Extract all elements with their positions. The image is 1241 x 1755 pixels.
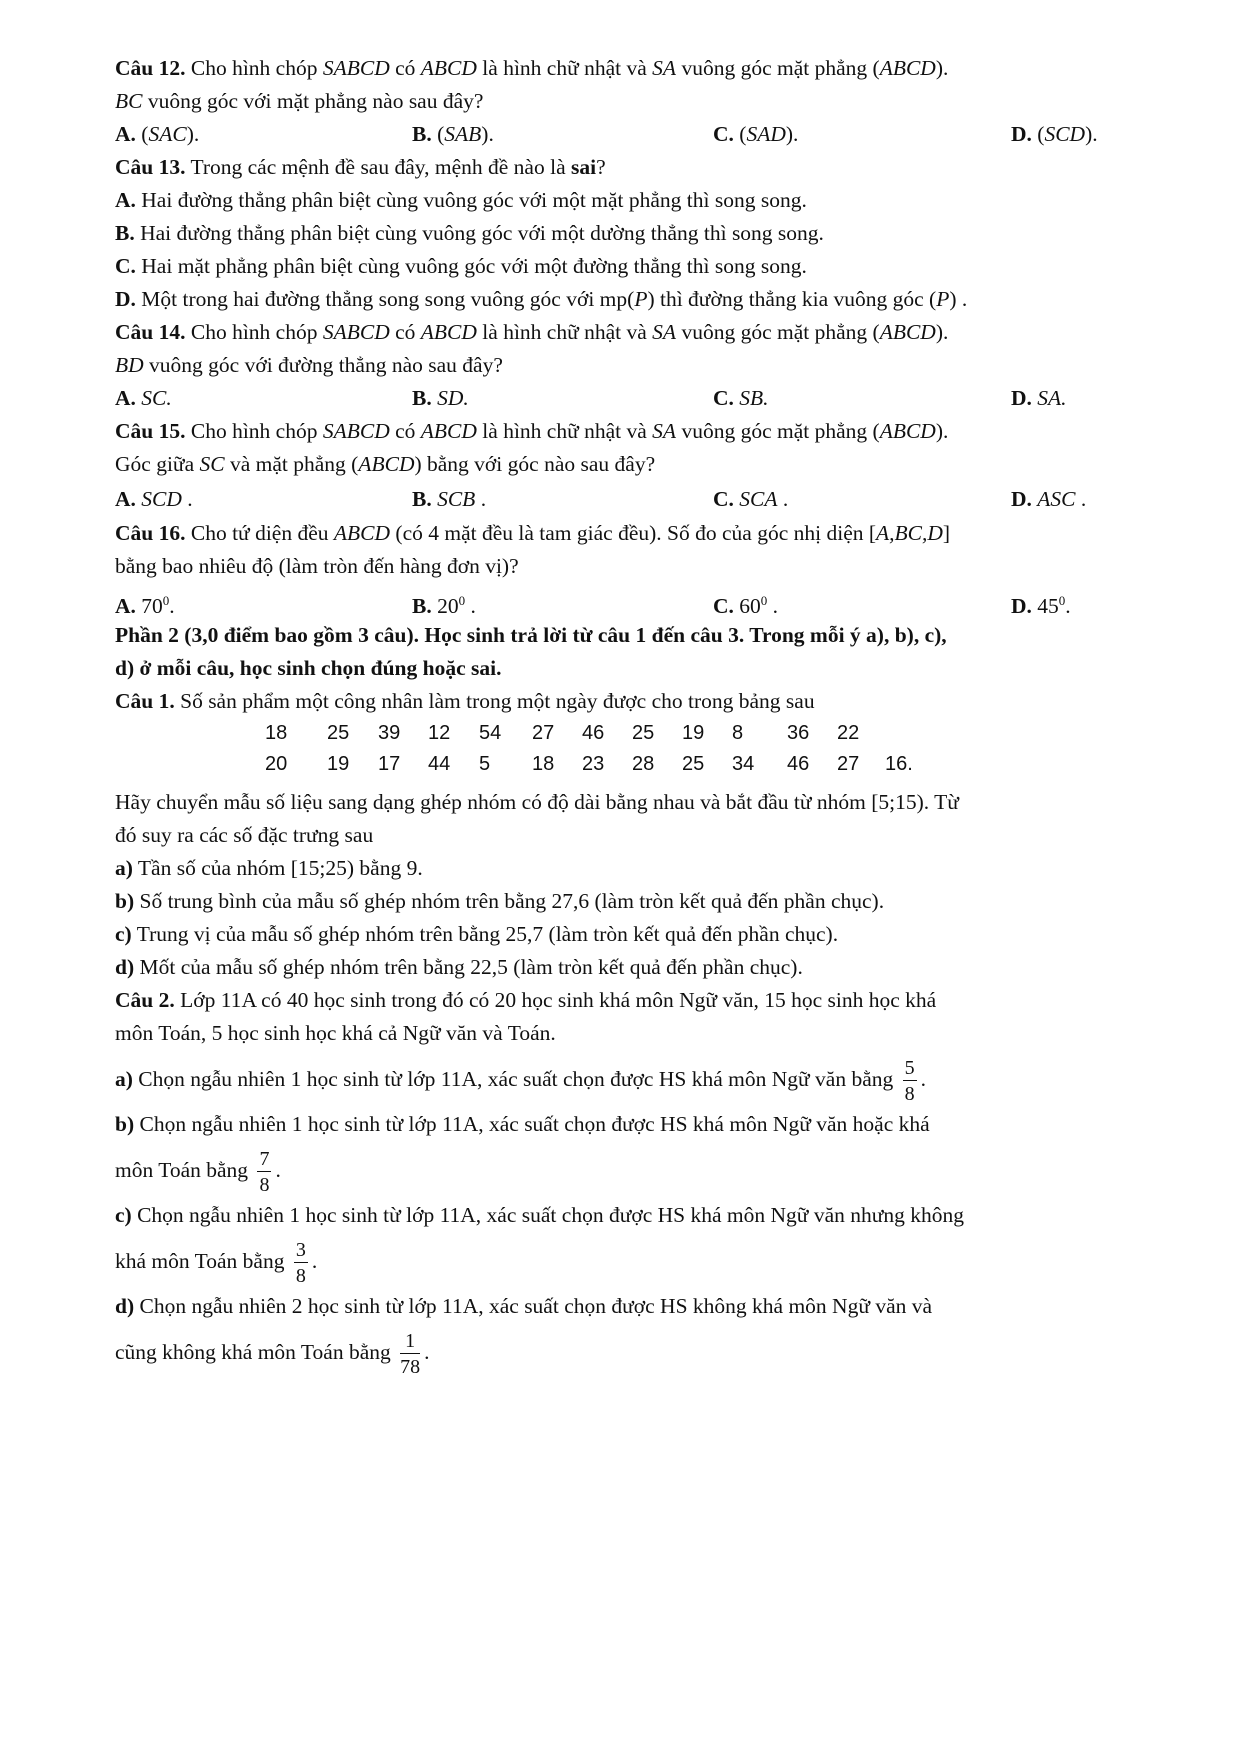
q16-option-b: B. $20^0$ .	[412, 593, 476, 619]
q16-option-d: D. $45^0$.	[1011, 593, 1071, 619]
fraction: $\frac{3}{8}$	[295, 1239, 306, 1288]
part2-heading-line1: Phần 2 (3,0 điểm bao gồm 3 câu). Học sinh trả lời từ câu 1 đến câu 3. Trong mỗi ý a), b), c),	[115, 623, 947, 647]
q12-text: Cho hình chóp	[185, 56, 323, 80]
p2q1-intro: Câu 1. Số sản phẩm một công nhân làm trong một ngày được cho trong bảng sau	[115, 689, 815, 713]
p2q1-item-b: b) Số trung bình của mẫu số ghép nhóm trên bằng 27,6 (làm tròn kết quả đến phần chục).	[115, 889, 885, 913]
p2q2-item-b-line1: b) Chọn ngẫu nhiên 1 học sinh từ lớp 11A, xác suất chọn được HS khá môn Ngữ văn hoặc khá	[115, 1112, 930, 1136]
table-cell: 25	[682, 753, 705, 775]
q15-options	[115, 481, 1195, 517]
p2q1-label: Câu 1.	[115, 689, 175, 713]
q15-option-b: B. SCB .	[412, 487, 487, 511]
table-cell: 46	[787, 753, 810, 775]
table-cell: 46	[582, 722, 605, 744]
table-cell: 44	[428, 753, 451, 775]
q16-options	[115, 583, 1195, 619]
q14-line2: BD vuông góc với đường thẳng nào sau đây?	[115, 353, 503, 377]
fraction: $\frac{5}{8}$	[904, 1057, 915, 1106]
p2q1-instruction-2: đó suy ra các số đặc trưng sau	[115, 823, 374, 847]
table-cell: 20	[265, 753, 288, 775]
p2q2-item-d-line1: d) Chọn ngẫu nhiên 2 học sinh từ lớp 11A, xác suất chọn được HS không khá môn Ngữ văn và	[115, 1294, 933, 1318]
p2q2-label: Câu 2.	[115, 988, 175, 1012]
p2q2-item-d-line2: cũng không khá môn Toán bằng $\frac{1}{78}$ .	[115, 1330, 430, 1379]
q15-line1: Câu 15. Cho hình chóp SABCD có ABCD là hình chữ nhật và SA vuông góc mặt phẳng (ABCD).	[115, 419, 949, 443]
q13-option-c: C. Hai mặt phẳng phân biệt cùng vuông góc với một đường thẳng thì song song.	[115, 254, 807, 278]
q12-text: ).	[935, 56, 949, 80]
table-cell: 12	[428, 722, 451, 744]
q12-text: vuông góc với mặt phẳng nào sau đây?	[142, 89, 484, 113]
q15-option-d: D. ASC .	[1011, 487, 1087, 511]
p2q1-instruction-1: Hãy chuyển mẫu số liệu sang dạng ghép nhóm có độ dài bằng nhau và bắt đầu từ nhóm [5;15). Từ	[115, 790, 959, 814]
table-cell: 25	[327, 722, 350, 744]
exam-page	[115, 52, 1195, 1381]
q14-label: Câu 14.	[115, 320, 186, 344]
q13-label: Câu 13.	[115, 155, 186, 179]
q12-text: là hình chữ nhật và	[476, 56, 653, 80]
q14-option-b: B. SD.	[412, 386, 469, 410]
p2q2-item-b-line2: môn Toán bằng $\frac{7}{8}$ .	[115, 1148, 281, 1197]
q14-line1: Câu 14. Cho hình chóp SABCD có ABCD là hình chữ nhật và SA vuông góc mặt phẳng (ABCD).	[115, 320, 949, 344]
q16-option-c: C. $60^0$ .	[713, 593, 779, 619]
q12-text: SA	[652, 56, 677, 80]
table-cell: 17	[378, 753, 401, 775]
q13-question: Câu 13. Trong các mệnh đề sau đây, mệnh đề nào là sai?	[115, 155, 606, 179]
q16-line1: Câu 16. Cho tứ diện đều ABCD (có 4 mặt đều là tam giác đều). Số đo của góc nhị diện [A,BC,D]	[115, 521, 951, 545]
q12-option-a: A. (SAC).	[115, 122, 200, 146]
table-cell: 39	[378, 722, 401, 744]
table-cell: 22	[837, 722, 860, 744]
data-table-row1	[115, 718, 1195, 749]
p2q2-line2: môn Toán, 5 học sinh học khá cả Ngữ văn và Toán.	[115, 1021, 556, 1045]
q12-line2	[115, 85, 1195, 118]
fraction: $\frac{1}{78}$	[400, 1330, 421, 1379]
q14-option-a: A. SC.	[115, 386, 172, 410]
table-cell: 27	[532, 722, 555, 744]
data-table-row2	[115, 749, 1195, 780]
q12-text: có	[389, 56, 421, 80]
q12-option-c: C. (SAD).	[713, 122, 799, 146]
q12-text: BC	[115, 89, 143, 113]
table-cell: 19	[327, 753, 350, 775]
q14-options	[115, 382, 1195, 415]
q12-options	[115, 118, 1195, 151]
table-cell: 27	[837, 753, 860, 775]
q12-text: vuông góc mặt phẳng (	[676, 56, 880, 80]
table-cell: 25	[632, 722, 655, 744]
q14-option-d: D. SA.	[1011, 386, 1067, 410]
table-cell: 28	[632, 753, 655, 775]
fraction: $\frac{7}{8}$	[259, 1148, 270, 1197]
p2q1-item-d: d) Mốt của mẫu số ghép nhóm trên bằng 22,5 (làm tròn kết quả đến phần chục).	[115, 955, 803, 979]
p2q2-item-c-line1: c) Chọn ngẫu nhiên 1 học sinh từ lớp 11A, xác suất chọn được HS khá môn Ngữ văn nhưng không	[115, 1203, 965, 1227]
q12-line1	[115, 52, 1195, 85]
table-cell: 23	[582, 753, 605, 775]
table-cell: 19	[682, 722, 705, 744]
q12-option-b: B. (SAB).	[412, 122, 494, 146]
table-cell: 18	[532, 753, 555, 775]
q12-text: SABCD	[322, 56, 390, 80]
q13-option-d: D. Một trong hai đường thẳng song song vuông góc với mp(P) thì đường thẳng kia vuông góc (P) .	[115, 287, 968, 311]
q12-text: ABCD	[879, 56, 936, 80]
q16-line2: bằng bao nhiêu độ (làm tròn đến hàng đơn vị)?	[115, 554, 519, 578]
table-cell: 5	[479, 753, 491, 775]
q13-option-a: A. Hai đường thẳng phân biệt cùng vuông góc với một mặt phẳng thì song song.	[115, 188, 807, 212]
table-cell: 54	[479, 722, 502, 744]
table-cell: 36	[787, 722, 810, 744]
q15-label: Câu 15.	[115, 419, 186, 443]
q13-option-b: B. Hai đường thẳng phân biệt cùng vuông góc với một dường thẳng thì song song.	[115, 221, 824, 245]
q16-label: Câu 16.	[115, 521, 186, 545]
q15-option-a: A. SCD .	[115, 487, 193, 511]
p2q2-item-a: a) Chọn ngẫu nhiên 1 học sinh từ lớp 11A, xác suất chọn được HS khá môn Ngữ văn bằng $\frac{5}{8}$ .	[115, 1057, 926, 1106]
q12-option-d: D. (SCD).	[1011, 122, 1098, 146]
q15-option-c: C. SCA .	[713, 487, 789, 511]
table-cell: 16.	[885, 753, 913, 775]
table-cell: 8	[732, 722, 744, 744]
p2q2-line1: Câu 2. Lớp 11A có 40 học sinh trong đó có 20 học sinh khá môn Ngữ văn, 15 học sinh học khá	[115, 988, 937, 1012]
p2q2-item-c-line2: khá môn Toán bằng $\frac{3}{8}$ .	[115, 1239, 318, 1288]
table-cell: 34	[732, 753, 755, 775]
table-cell: 18	[265, 722, 288, 744]
q16-option-a: A. $70^0$.	[115, 593, 175, 619]
q12-text: ABCD	[420, 56, 477, 80]
q15-line2: Góc giữa SC và mặt phẳng (ABCD) bằng với góc nào sau đây?	[115, 452, 656, 476]
part2-heading-line2: d) ở mỗi câu, học sinh chọn đúng hoặc sai.	[115, 656, 502, 680]
p2q1-item-a: a) Tần số của nhóm [15;25) bằng 9.	[115, 856, 423, 880]
q12-label: Câu 12.	[115, 56, 186, 80]
p2q1-item-c: c) Trung vị của mẫu số ghép nhóm trên bằng 25,7 (làm tròn kết quả đến phần chục).	[115, 922, 839, 946]
q14-option-c: C. SB.	[713, 386, 769, 410]
